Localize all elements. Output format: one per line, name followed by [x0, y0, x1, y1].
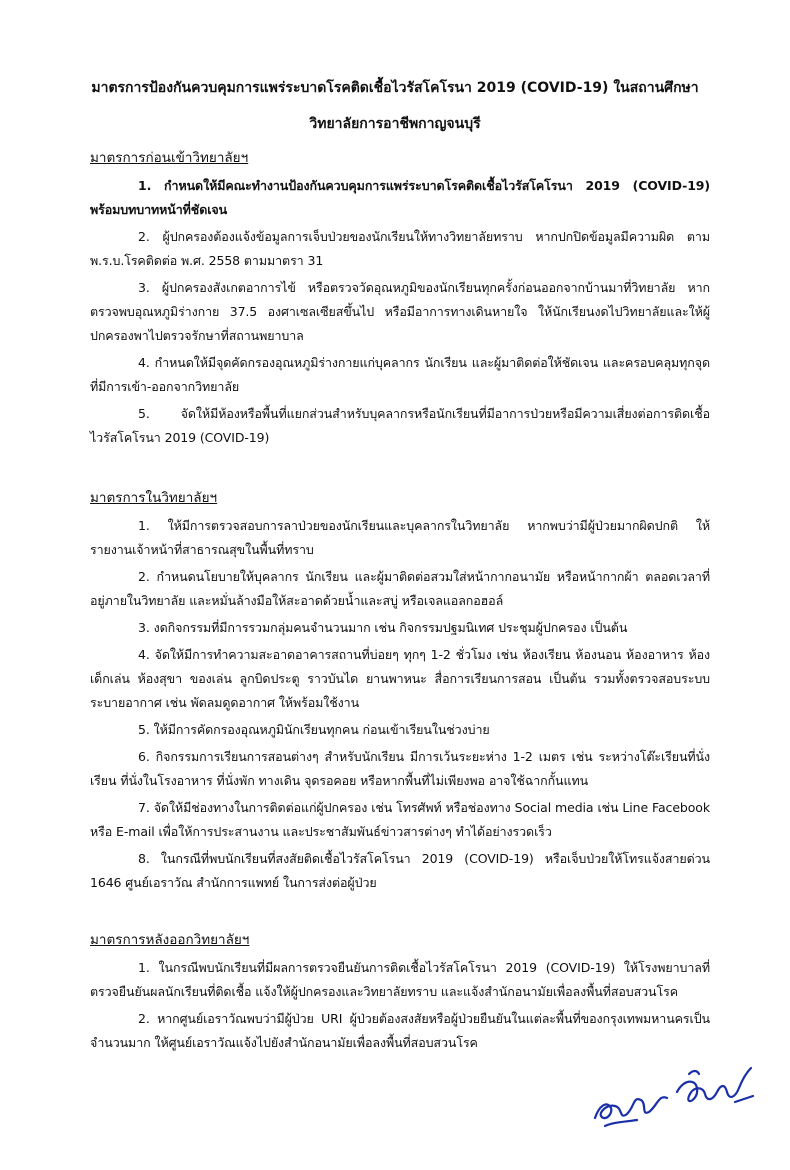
- section-heading: มาตรการในวิทยาลัยฯ: [90, 490, 218, 506]
- section-before-college: [90, 148, 710, 453]
- measure-item: 2. หากศูนย์เอราวัณพบว่ามีผู้ป่วย URI ผู้ป่วยต้องสงสัยหรือผู้ป่วยยืนยันในแต่ละพื้นที่ของกรุงเทพมหานครเป็นจำนวนมาก ให้ศูนย์เอราวัณแจ้งไปยังสำนักอนามัยเพื่อลงพื้นที่สอบสวนโรค: [90, 1011, 710, 1050]
- measure-item: 1. กำหนดให้มีคณะทำงานป้องกันควบคุมการแพร่ระบาดโรคติดเชื้อไวรัสโคโรนา 2019 (COVID-19) พร้อมบทบาทหน้าที่ชัดเจน: [90, 178, 710, 217]
- measure-item: 4. จัดให้มีการทำความสะอาดอาคารสถานที่บ่อยๆ ทุกๆ 1-2 ชั่วโมง เช่น ห้องเรียน ห้องนอน ห้องอาหาร ห้องเด็กเล่น ห้องสุขา ของเล่น ลูกบิดประตู ราวบันได ยานพาหนะ สื่อการเรียนการสอน เป็นต้น รวมทั้งตรวจสอบระบบระบายอากาศ เช่น พัดลมดูดอากาศ ให้พร้อมใช้งาน: [90, 647, 710, 710]
- measure-item: 7. จัดให้มีช่องทางในการติดต่อแก่ผู้ปกครอง เช่น โทรศัพท์ หรือช่องทาง Social media เช่น Line Facebook หรือ E-mail เพื่อให้การประสานงาน และประชาสัมพันธ์ข่าวสารต่างๆ ทำได้อย่างรวดเร็ว: [90, 800, 710, 839]
- section-after-college: [90, 930, 710, 1058]
- measure-item: 3. งดกิจกรรมที่มีการรวมกลุ่มคนจำนวนมาก เช่น กิจกรรมปฐมนิเทศ ประชุมผู้ปกครอง เป็นต้น: [138, 620, 628, 635]
- signature-image: [585, 1056, 765, 1136]
- section-in-college: [90, 488, 710, 898]
- measure-item: 3. ผู้ปกครองสังเกตอาการไข้ หรือตรวจวัดอุณหภูมิของนักเรียนทุกครั้งก่อนออกจากบ้านมาที่วิทยาลัย หากตรวจพบอุณหภูมิร่างกาย 37.5 องศาเซลเซียสขึ้นไป หรือมีอาการทางเดินหายใจ ให้นักเรียนงดไปวิทยาลัยและให้ผู้ปกครองพาไปตรวจรักษาที่สถานพยาบาล: [90, 280, 710, 343]
- measure-item: 5. ให้มีการคัดกรองอุณหภูมินักเรียนทุกคน ก่อนเข้าเรียนในช่วงบ่าย: [138, 722, 490, 737]
- measure-item: 6. กิจกรรมการเรียนการสอนต่างๆ สำหรับนักเรียน มีการเว้นระยะห่าง 1-2 เมตร เช่น ระหว่างโต๊ะเรียนที่นั่งเรียน ที่นั่งในโรงอาหาร ที่นั่งพัก ทางเดิน จุดรอคอย หรือหากพื้นที่ไม่เพียงพอ อาจใช้ฉากกั้นแทน: [90, 749, 710, 788]
- section-heading: มาตรการหลังออกวิทยาลัยฯ: [90, 932, 250, 948]
- measure-item: 2. ผู้ปกครองต้องแจ้งข้อมูลการเจ็บป่วยของนักเรียนให้ทางวิทยาลัยทราบ หากปกปิดข้อมูลมีความผิด ตาม พ.ร.บ.โรคติดต่อ พ.ศ. 2558 ตามมาตรา 31: [90, 229, 710, 268]
- measure-item: 1. ให้มีการตรวจสอบการลาป่วยของนักเรียนและบุคลากรในวิทยาลัย หากพบว่ามีผู้ป่วยมากผิดปกติ ให้รายงานเจ้าหน้าที่สาธารณสุขในพื้นที่ทราบ: [90, 518, 710, 557]
- section-heading: มาตรการก่อนเข้าวิทยาลัยฯ: [90, 150, 249, 166]
- measure-item: 8. ในกรณีที่พบนักเรียนที่สงสัยติดเชื้อไวรัสโคโรนา 2019 (COVID-19) หรือเจ็บป่วยให้โทรแจ้งสายด่วน 1646 ศูนย์เอราวัณ สำนักการแพทย์ ในการส่งต่อผู้ป่วย: [90, 851, 710, 890]
- measure-item: 5. จัดให้มีห้องหรือพื้นที่แยกส่วนสำหรับบุคลากรหรือนักเรียนที่มีอาการป่วยหรือมีความเสี่ยงต่อการติดเชื้อไวรัสโคโรนา 2019 (COVID-19): [90, 406, 710, 445]
- measure-item: 1. ในกรณีพบนักเรียนที่มีผลการตรวจยืนยันการติดเชื้อไวรัสโคโรนา 2019 (COVID-19) ให้โรงพยาบาลที่ตรวจยืนยันผลนักเรียนที่ติดเชื้อ แจ้งให้ผู้ปกครองและวิทยาลัยทราบ และแจ้งสำนักอนามัยเพื่อลงพื้นที่สอบสวนโรค: [90, 960, 710, 999]
- institution-name: วิทยาลัยการอาชีพกาญจนบุรี: [309, 116, 481, 132]
- document-title: มาตรการป้องกันควบคุมการแพร่ระบาดโรคติดเชื้อไวรัสโคโรนา 2019 (COVID-19) ในสถานศึกษา: [91, 80, 699, 96]
- measure-item: 4. กำหนดให้มีจุดคัดกรองอุณหภูมิร่างกายแก่บุคลากร นักเรียน และผู้มาติดต่อให้ชัดเจน และครอบคลุมทุกจุดที่มีการเข้า-ออกจากวิทยาลัย: [90, 355, 710, 394]
- measure-item: 2. กำหนดนโยบายให้บุคลากร นักเรียน และผู้มาติดต่อสวมใส่หน้ากากอนามัย หรือหน้ากากผ้า ตลอดเวลาที่อยู่ภายในวิทยาลัย และหมั่นล้างมือให้สะอาดด้วยน้ำและสบู่ หรือเจลแอลกอฮอล์: [90, 569, 710, 608]
